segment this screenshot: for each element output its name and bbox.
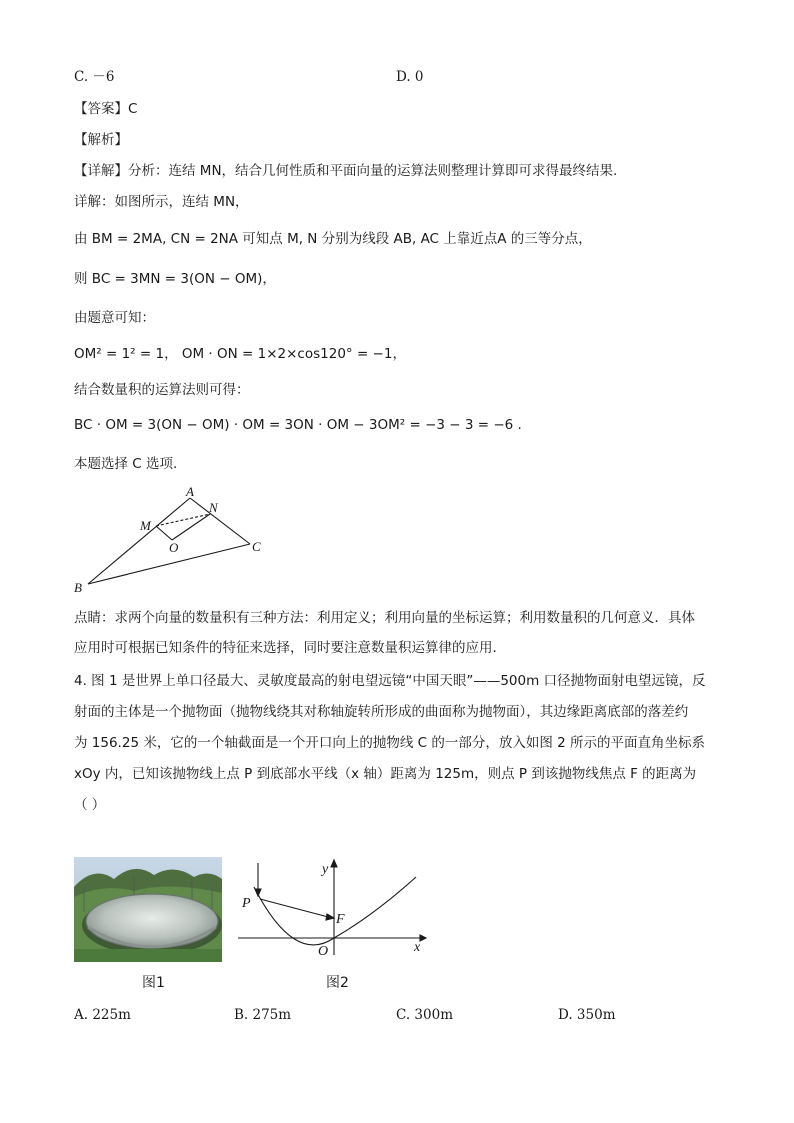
label-m: M [140, 518, 151, 533]
caption-figure-2: 图2 [326, 975, 349, 991]
choice-a: A. 225m [74, 1007, 131, 1023]
analysis-label: 【解析】 [74, 132, 128, 148]
label-origin: O [318, 944, 329, 959]
q4-line-1: 4. 图 1 是世界上单口径最大、灵敏度最高的射电望远镜“中国天眼”——500m 口径抛物面射电望远镜，反 [74, 673, 706, 689]
known-label: 由题意可知： [74, 310, 155, 326]
q4-line-5: （ ） [74, 797, 106, 813]
q4-line-2: 射面的主体是一个抛物面（抛物线绕其对称轴旋转所形成的曲面称为抛物面），其边缘距离底部的落差约 [74, 704, 689, 720]
rule-label: 结合数量积的运算法则可得： [74, 382, 250, 398]
q4-line-3: 为 156.25 米，它的一个轴截面是一个开口向上的抛物线 C 的一部分，放入如图 2 所示的平面直角坐标系 [74, 735, 705, 751]
conclusion: 本题选择 C 选项. [74, 456, 178, 472]
answer-value: C [128, 101, 138, 117]
parabola-figure [238, 855, 428, 960]
equation-3: OM² = 1² = 1， OM · ON = 1×2×cos120° = −1， [74, 346, 406, 362]
label-x: x [414, 940, 421, 955]
note-line-2: 应用时可根据已知条件的特征来选择，同时要注意数量积运算律的应用． [74, 640, 506, 656]
label-p: P [242, 896, 251, 911]
label-f: F [336, 912, 345, 927]
choice-b: B. 275m [234, 1007, 292, 1023]
y-axis-arrow [331, 860, 337, 867]
option-c-prev: C. －6 [74, 69, 115, 85]
label-a: A [186, 484, 194, 499]
option-d-prev: D. 0 [396, 69, 424, 85]
parabola-curve [254, 877, 416, 945]
choice-c: C. 300m [396, 1007, 453, 1023]
fast-telescope-photo [74, 857, 222, 962]
triangle-figure [70, 484, 270, 594]
x-axis-arrow [420, 935, 426, 941]
label-n: N [209, 500, 218, 515]
choice-d: D. 350m [558, 1007, 616, 1023]
label-c: C [252, 539, 261, 554]
detail-line-2: 详解：如图所示，连结 MN， [74, 194, 249, 210]
telescope-illustration [74, 857, 222, 962]
detail-line: 【详解】分析：连结 MN，结合几何性质和平面向量的运算法则整理计算即可求得最终结果. [74, 163, 618, 179]
pf-arrow [326, 914, 334, 920]
label-b: B [74, 580, 82, 594]
equation-2: 则 BC = 3MN = 3(ON − OM)， [74, 271, 276, 287]
segment-mo [156, 526, 172, 540]
label-y: y [322, 862, 329, 877]
answer-row [74, 100, 137, 118]
equation-4: BC · OM = 3(ON − OM) · OM = 3ON · OM − 3OM² = −3 − 3 = −6 . [74, 417, 522, 433]
caption-figure-1: 图1 [142, 975, 165, 991]
q4-line-4: xOy 内，已知该抛物线上点 P 到底部水平线（x 轴）距离为 125m，则点 P 到该抛物线焦点 F 的距离为 [74, 766, 697, 782]
label-o: O [169, 540, 179, 555]
ray-arrow [255, 889, 261, 896]
answer-label: 【答案】 [74, 101, 128, 117]
equation-1: 由 BM = 2MA, CN = 2NA 可知点 M, N 分别为线段 AB, AC 上靠近点A 的三等分点， [74, 231, 592, 247]
note-line-1: 点睛：求两个向量的数量积有三种方法：利用定义；利用向量的坐标运算；利用数量积的几何意义．具体 [74, 610, 695, 626]
